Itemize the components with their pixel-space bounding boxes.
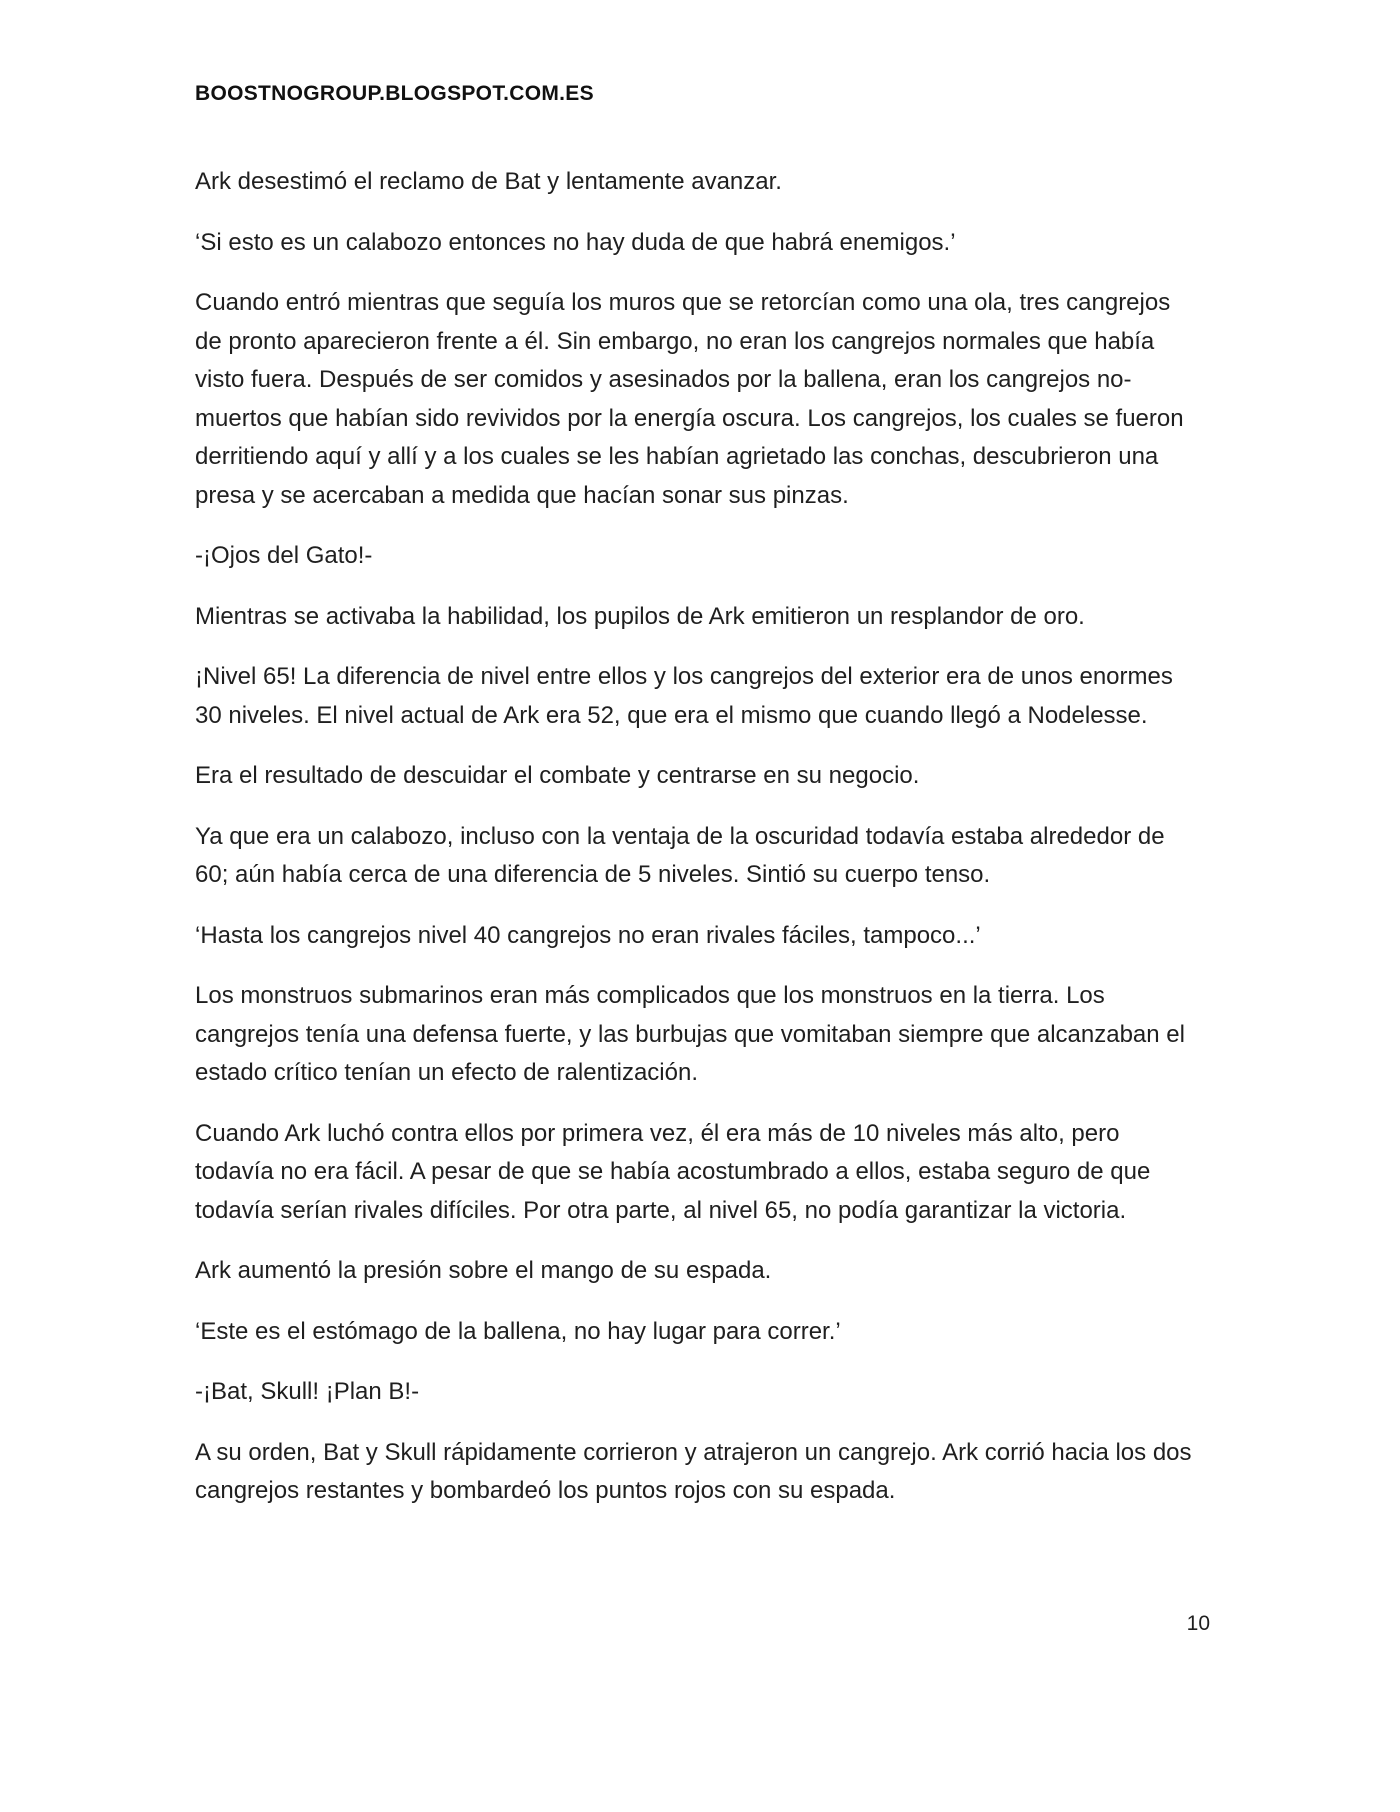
paragraph: Cuando Ark luchó contra ellos por primera vez, él era más de 10 niveles más alto, pero todavía no era fácil. A pesar de que se había acostumbrado a ellos, estaba seguro de que todavía serían rivales difíciles. Por otra parte, al nivel 65, no podía garantizar la victoria. — [195, 1119, 1151, 1224]
paragraph: Los monstruos submarinos eran más complicados que los monstruos en la tierra. Los cangrejos tenía una defensa fuerte, y las burbujas que vomitaban siempre que alcanzaban el estado crítico tenían un efecto de ralentización. — [195, 982, 1185, 1086]
paragraph: ‘Hasta los cangrejos nivel 40 cangrejos no eran rivales fáciles, tampoco...’ — [195, 921, 981, 949]
paragraph: Ark desestimó el reclamo de Bat y lentamente avanzar. — [195, 168, 782, 195]
paragraph: Mientras se activaba la habilidad, los pupilos de Ark emitieron un resplandor de oro. — [195, 602, 1085, 630]
paragraph: A su orden, Bat y Skull rápidamente corrieron y atrajeron un cangrejo. Ark corrió hacia los dos cangrejos restantes y bombardeó los puntos rojos con su espada. — [195, 1438, 1192, 1504]
paragraph: ‘Si esto es un calabozo entonces no hay duda de que habrá enemigos.’ — [195, 228, 956, 256]
paragraph: -¡Bat, Skull! ¡Plan B!- — [195, 1378, 420, 1405]
paragraph: ¡Nivel 65! La diferencia de nivel entre ellos y los cangrejos del exterior era de unos enormes 30 niveles. El nivel actual de Ark era 52, que era el mismo que cuando llegó a Nodelesse. — [195, 663, 1173, 729]
page-header: BOOSTNOGROUP.BLOGSPOT.COM.ES — [195, 82, 594, 105]
paragraph: ‘Este es el estómago de la ballena, no hay lugar para correr.’ — [195, 1317, 841, 1345]
page-number: 10 — [1186, 1612, 1210, 1635]
paragraph: Ya que era un calabozo, incluso con la ventaja de la oscuridad todavía estaba alrededor de 60; aún había cerca de una diferencia de 5 niveles. Sintió su cuerpo tenso. — [195, 822, 1165, 888]
body-text — [195, 163, 1200, 1533]
paragraph: Ark aumentó la presión sobre el mango de su espada. — [195, 1257, 772, 1284]
paragraph: Era el resultado de descuidar el combate y centrarse en su negocio. — [195, 762, 920, 789]
paragraph: -¡Ojos del Gato!- — [195, 542, 373, 569]
paragraph: Cuando entró mientras que seguía los muros que se retorcían como una ola, tres cangrejos de pronto aparecieron frente a él. Sin embargo, no eran los cangrejos normales que había visto fuera. Después de ser comidos y asesinados por la ballena, eran los cangrejos no-muertos que habían sido revividos por la energía oscura. Los cangrejos, los cuales se fueron derritiendo aquí y allí y a los cuales se les habían agrietado las conchas, descubrieron una presa y se acercaban a medida que hacían sonar sus pinzas. — [195, 289, 1184, 509]
